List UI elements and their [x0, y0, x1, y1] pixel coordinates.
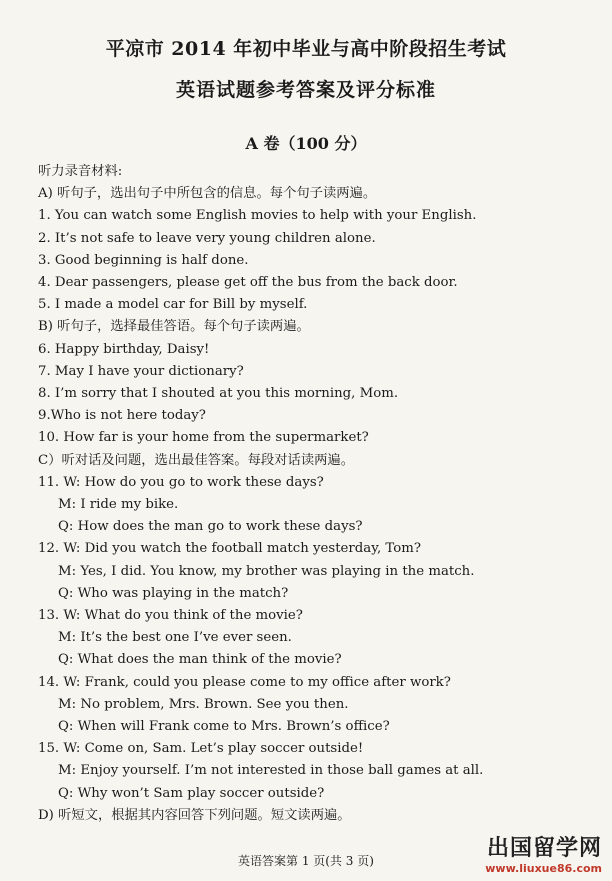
page-footer: 英语答案第 1 页(共 3 页): [238, 854, 374, 868]
script-line: 13. W: What do you think of the movie?: [38, 608, 303, 623]
script-line: A) 听句子，选出句子中所包含的信息。每个句子读两遍。: [38, 186, 377, 202]
script-line: 7. May I have your dictionary?: [38, 363, 244, 379]
script-line: 11. W: How do you go to work these days?: [38, 474, 324, 490]
script-line: 12. W: Did you watch the football match yesterday, Tom?: [38, 541, 421, 557]
script-line: 6. Happy birthday, Daisy!: [38, 341, 210, 357]
script-line: Q: When will Frank come to Mrs. Brown’s office?: [58, 719, 390, 734]
script-line: 15. W: Come on, Sam. Let’s play soccer outside!: [38, 741, 364, 757]
script-line: Q: How does the man go to work these days?: [58, 519, 363, 535]
script-line: Q: Who was playing in the match?: [58, 585, 289, 601]
watermark-logo-text: 出国留学网: [486, 836, 602, 861]
document-title: 平凉市 2014 年初中毕业与高中阶段招生考试: [105, 38, 507, 60]
script-line: Q: What does the man think of the movie?: [58, 652, 342, 668]
section-heading: A 卷（100 分）: [245, 134, 367, 153]
script-line: M: No problem, Mrs. Brown. See you then.: [58, 696, 349, 712]
script-line: 2. It’s not safe to leave very young children alone.: [38, 230, 376, 246]
script-line: B) 听句子，选择最佳答语。每个句子读两遍。: [38, 319, 310, 335]
script-line: M: Yes, I did. You know, my brother was playing in the match.: [58, 563, 475, 579]
script-line: M: It’s the best one I’ve ever seen.: [58, 630, 292, 646]
site-watermark: [485, 831, 602, 875]
script-line: 10. How far is your home from the supermarket?: [38, 430, 369, 446]
script-line: 1. You can watch some English movies to help with your English.: [38, 208, 477, 224]
watermark-url: www.liuxue86.com: [485, 862, 602, 875]
script-line: M: Enjoy yourself. I’m not interested in those ball games at all.: [58, 763, 484, 779]
script-line: 3. Good beginning is half done.: [38, 252, 249, 268]
script-line: 4. Dear passengers, please get off the bus from the back door.: [38, 275, 458, 290]
script-line: D) 听短文，根据其内容回答下列问题。短文读两遍。: [38, 807, 351, 823]
script-line: 8. I’m sorry that I shouted at you this morning, Mom.: [38, 386, 399, 401]
script-line: 听力录音材料:: [38, 164, 123, 179]
script-line: Q: Why won’t Sam play soccer outside?: [58, 785, 325, 801]
script-line: 5. I made a model car for Bill by myself.: [38, 297, 308, 313]
script-line: 9.Who is not here today?: [38, 408, 206, 424]
script-line: M: I ride my bike.: [58, 497, 179, 512]
script-line: C）听对话及问题，选出最佳答案。每段对话读两遍。: [38, 452, 355, 468]
script-line: 14. W: Frank, could you please come to my office after work?: [38, 674, 451, 690]
document-subtitle: 英语试题参考答案及评分标准: [175, 79, 436, 101]
